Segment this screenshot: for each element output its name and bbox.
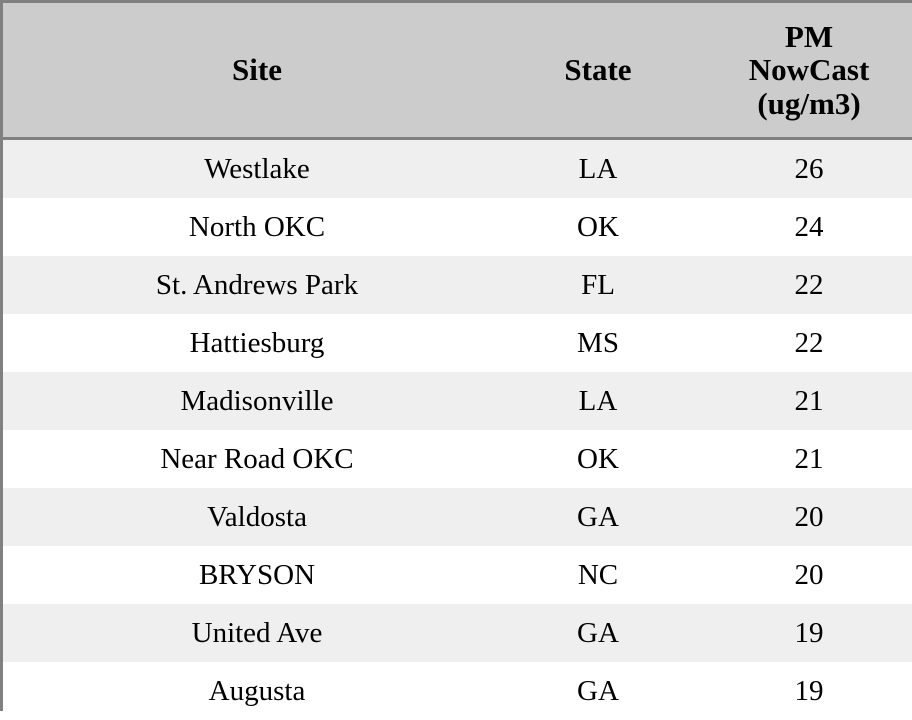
cell-site: North OKC — [3, 198, 511, 256]
cell-pm-nowcast: 21 — [685, 372, 912, 430]
cell-site: Augusta — [3, 662, 511, 720]
column-header-site: Site — [3, 3, 511, 139]
cell-state: MS — [511, 314, 685, 372]
cell-site: Hattiesburg — [3, 314, 511, 372]
table-row — [3, 314, 912, 372]
air-quality-table — [3, 3, 912, 720]
column-header-state: State — [511, 3, 685, 139]
table-row — [3, 662, 912, 720]
cell-pm-nowcast: 22 — [685, 256, 912, 314]
cell-site: Madisonville — [3, 372, 511, 430]
cell-state: GA — [511, 488, 685, 546]
cell-state: LA — [511, 139, 685, 199]
column-header-pm-nowcast-line-2: NowCast — [689, 53, 912, 86]
cell-site: United Ave — [3, 604, 511, 662]
cell-site: Valdosta — [3, 488, 511, 546]
table-row — [3, 372, 912, 430]
table-row — [3, 430, 912, 488]
cell-pm-nowcast: 22 — [685, 314, 912, 372]
cell-state: FL — [511, 256, 685, 314]
cell-site: Near Road OKC — [3, 430, 511, 488]
table-row — [3, 139, 912, 199]
cell-site: BRYSON — [3, 546, 511, 604]
table-header — [3, 3, 912, 139]
cell-site: St. Andrews Park — [3, 256, 511, 314]
table-row — [3, 198, 912, 256]
cell-site: Westlake — [3, 139, 511, 199]
cell-pm-nowcast: 26 — [685, 139, 912, 199]
table-header-row — [3, 3, 912, 139]
cell-pm-nowcast: 19 — [685, 604, 912, 662]
cell-pm-nowcast: 20 — [685, 546, 912, 604]
table-row — [3, 256, 912, 314]
cell-state: OK — [511, 198, 685, 256]
cell-state: OK — [511, 430, 685, 488]
cell-state: GA — [511, 604, 685, 662]
table-row — [3, 546, 912, 604]
table-row — [3, 488, 912, 546]
cell-pm-nowcast: 20 — [685, 488, 912, 546]
cell-pm-nowcast: 19 — [685, 662, 912, 720]
column-header-pm-nowcast-line-1: PM — [689, 20, 912, 53]
column-header-pm-nowcast-line-3: (ug/m3) — [689, 87, 912, 120]
table-row — [3, 604, 912, 662]
cell-state: LA — [511, 372, 685, 430]
cell-state: NC — [511, 546, 685, 604]
cell-state: GA — [511, 662, 685, 720]
cell-pm-nowcast: 24 — [685, 198, 912, 256]
cell-pm-nowcast: 21 — [685, 430, 912, 488]
column-header-pm-nowcast — [685, 3, 912, 139]
table-body — [3, 139, 912, 720]
